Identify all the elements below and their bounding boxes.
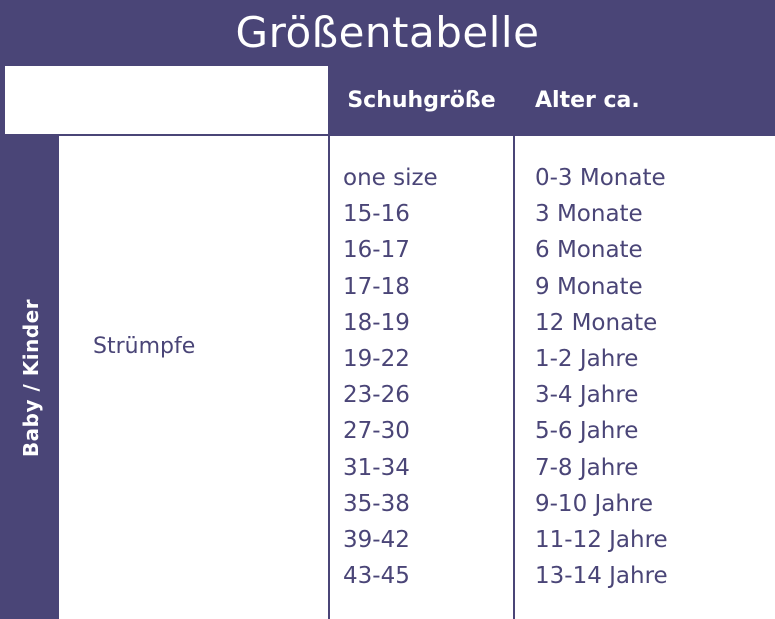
shoe-size-column — [330, 136, 513, 619]
shoe-size-cell: 15-16 — [343, 201, 410, 228]
header-empty-cell — [5, 66, 328, 134]
category-cell — [5, 136, 57, 619]
shoe-size-cell: 27-30 — [343, 418, 410, 445]
age-column — [515, 136, 775, 619]
shoe-size-cell: 16-17 — [343, 237, 410, 264]
age-cell: 13-14 Jahre — [535, 563, 668, 590]
age-cell: 5-6 Jahre — [535, 418, 639, 445]
age-cell: 1-2 Jahre — [535, 345, 639, 372]
age-list — [535, 164, 668, 598]
shoe-size-cell: 17-18 — [343, 273, 410, 300]
shoe-size-cell: 18-19 — [343, 309, 410, 336]
age-cell: 7-8 Jahre — [535, 454, 639, 481]
shoe-size-cell: one size — [343, 165, 438, 191]
age-cell: 3 Monate — [535, 201, 643, 228]
age-cell: 3-4 Jahre — [535, 382, 639, 409]
age-cell: 9-10 Jahre — [535, 490, 654, 517]
age-cell: 6 Monate — [535, 237, 643, 264]
column-header-age: Alter ca. — [515, 66, 775, 134]
product-cell — [59, 136, 328, 619]
age-cell: 11-12 Jahre — [535, 526, 668, 553]
age-cell: 12 Monate — [535, 309, 658, 336]
shoe-size-cell: 43-45 — [343, 563, 410, 590]
shoe-size-cell: 31-34 — [343, 454, 410, 481]
shoe-size-list — [343, 164, 438, 598]
column-header-shoe-size: Schuhgröße — [330, 66, 513, 134]
shoe-size-cell: 19-22 — [343, 345, 410, 372]
age-cell: 0-3 Monate — [535, 165, 666, 191]
shoe-size-cell: 39-42 — [343, 526, 410, 553]
page-title: Größentabelle — [0, 0, 775, 64]
age-cell: 9 Monate — [535, 273, 643, 300]
shoe-size-cell: 23-26 — [343, 382, 410, 409]
product-label: Strümpfe — [93, 334, 196, 359]
category-label: Baby / Kinder — [19, 298, 44, 457]
shoe-size-cell: 35-38 — [343, 490, 410, 517]
